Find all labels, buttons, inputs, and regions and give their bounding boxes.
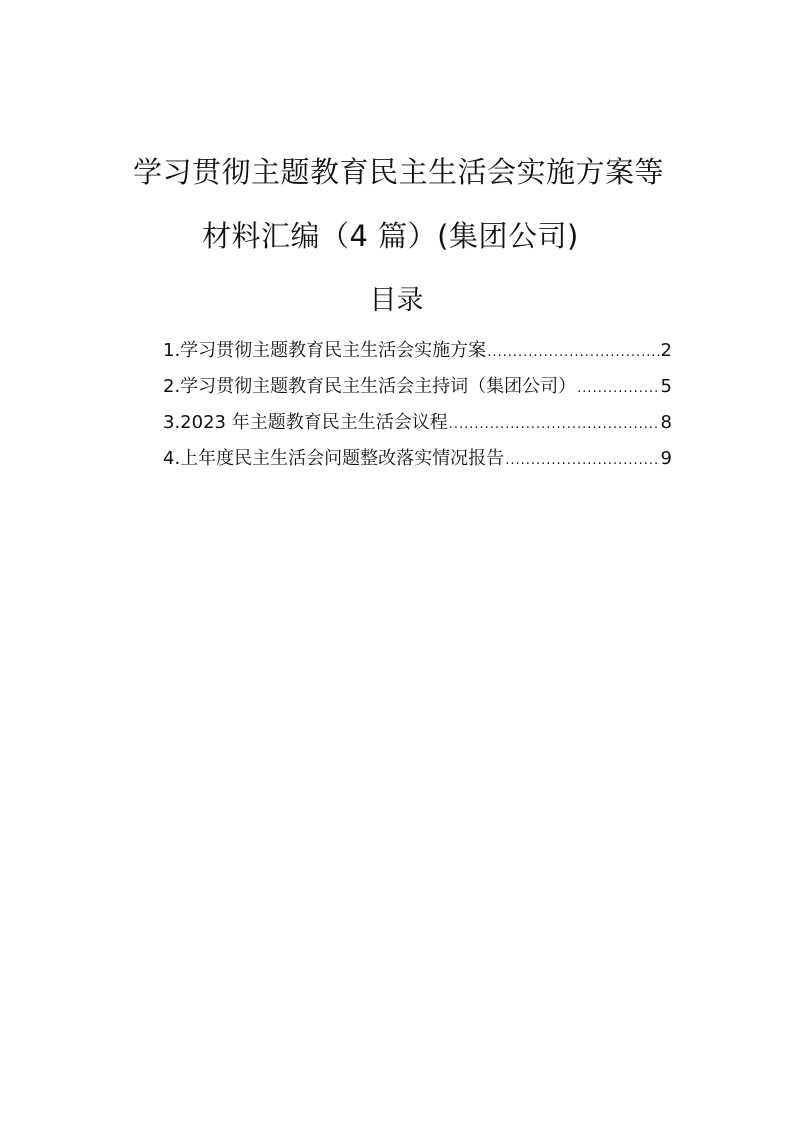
toc-page-number: 2 bbox=[660, 340, 672, 361]
toc-entry-title: 3.2023 年主题教育民主生活会议程 bbox=[163, 412, 448, 433]
toc-heading: 目录 bbox=[369, 285, 424, 316]
toc-entry-4[interactable] bbox=[163, 444, 672, 480]
toc-leader-dots bbox=[577, 381, 659, 396]
toc-entry-1[interactable] bbox=[163, 336, 672, 372]
toc-page-number: 5 bbox=[660, 376, 672, 397]
toc-page-number: 8 bbox=[660, 412, 672, 433]
toc-page-number: 9 bbox=[660, 448, 672, 469]
toc-entry-3[interactable] bbox=[163, 408, 672, 444]
toc-entry-title: 2.学习贯彻主题教育民主生活会主持词（集团公司） bbox=[163, 376, 577, 397]
document-title-line-2: 材料汇编（4 篇）(集团公司) bbox=[202, 219, 579, 253]
toc-leader-dots bbox=[505, 453, 659, 468]
toc-entry-title: 4.上年度民主生活会问题整改落实情况报告 bbox=[163, 448, 505, 469]
toc-entry-2[interactable] bbox=[163, 372, 672, 408]
toc-leader-dots bbox=[487, 345, 659, 360]
toc-entry-title: 1.学习贯彻主题教育民主生活会实施方案 bbox=[163, 340, 487, 361]
toc-leader-dots bbox=[449, 417, 660, 432]
document-title-line-1: 学习贯彻主题教育民主生活会实施方案等 bbox=[133, 155, 665, 189]
table-of-contents bbox=[163, 336, 672, 480]
